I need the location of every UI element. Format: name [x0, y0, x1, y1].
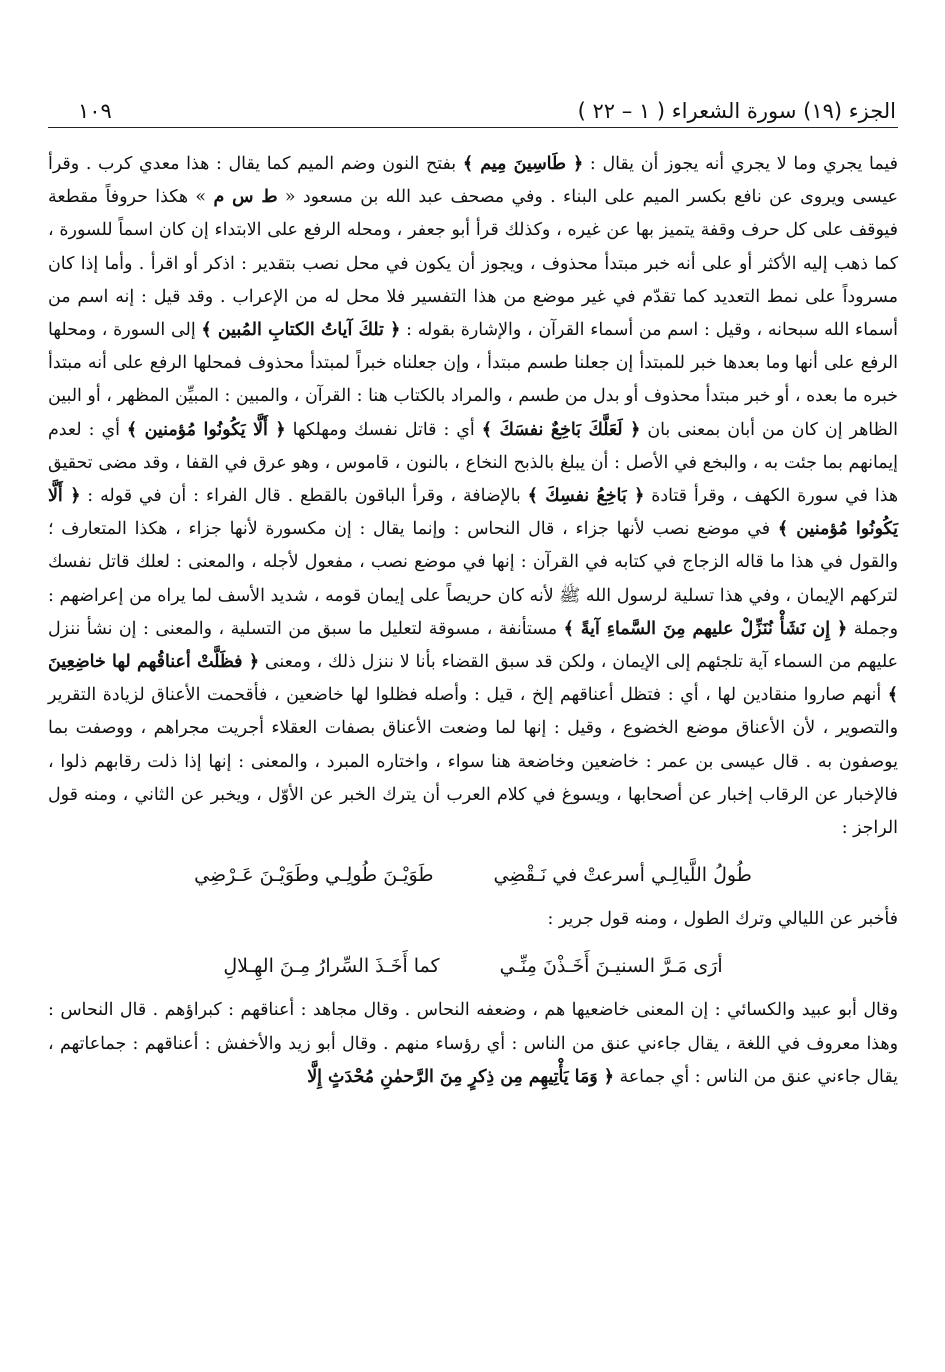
text-segment: أي : قاتل نفسك ومهلكها: [285, 419, 482, 440]
commentary-paragraph-2: [48, 994, 898, 1094]
page-header: [48, 88, 898, 128]
text-segment: أي : لعدم إيمانهم بما جئت به ، والبخع في الأصل : أن يبلغ بالذبح النخاع ، بالنون ، قاموس ، وهو عرق في القفا ، وقد مضى تحقيق هذا في سورة الكهف ، وقرأ قتادة: [48, 419, 899, 507]
text-segment: أنهم صاروا منقادين لها ، أي : فتظل أعناقهم إلخ ، قيل : وأصله فظلوا لها خاضعين ، فأقحمت الأعناق لزيادة التقرير والتصوير ، لأن الأعناق موضع الخضوع ، وقيل : إنها لما وضعت الأعناق بصفات العقلاء أجريت مجراهم ، ووصفت بما يوصفون به . قال عيسى بن عمر : خاضعين وخاضعة هنا سواء ، واختاره المبرد ، والمعنى : إنها إذا ذلت رقابهم ذلوا ، فالإخبار عن الرقاب إخبار عن أصحابها ، ويسوغ في كلام العرب أن يترك الخبر عن الأوّل ، ويخبر عن الثاني ، ومنه قول الراجز :: [48, 685, 898, 839]
running-title: الجزء (١٩) سورة الشعراء ( ١ – ٢٢ ): [577, 99, 896, 123]
quran-quote: ﴿ طَاسِينَ مِيم ﴾: [462, 154, 584, 174]
quran-quote: ﴿ إِن نَشَأْ نُنَزِّلْ عليهم مِنَ السَّماءِ آيةً ﴾: [563, 618, 848, 639]
verse-hemistich-right: طُولُ اللَّيالِـي أسرعتْ في نَـقْضِي: [493, 864, 752, 887]
verse-hemistich-left: كما أَخَـذَ السِّرارُ مِـنَ الهِـلالِ: [223, 955, 440, 978]
quran-quote: ﴿ تلكَ آياتُ الكتابِ المُبين ﴾: [201, 320, 401, 341]
quran-quote: ﴿ أَلَّا يَكُونُوا مُؤمنين ﴾: [126, 419, 286, 440]
text-segment: فيما يجري وما لا يجري أنه يجوز أن يقال :: [583, 154, 898, 174]
verse-hemistich-right: أرَى مَـرَّ السنيـنَ أَخَـذْنَ مِنِّـي: [499, 955, 723, 978]
text-segment: بفتح النون وضم الميم كما يقال : هذا معدي كرب . وقرأ عيسى ويروى عن نافع بكسر الميم على البناء . وفي مصحف عبد الله بن مسعود «: [48, 154, 898, 208]
poetry-verse-2: [48, 946, 898, 986]
verse-intro-line: [48, 903, 898, 936]
poetry-verse-1: [48, 855, 898, 895]
text-segment: إلى السورة ، ومحلها الرفع على أنها وما بعدها خبر للمبتدأ إن جعلنا طسم مبتدأ ، وإن جعلناه خبراً لمبتدأ محذوف فمحلها الرفع على أنه مبتدأ خبره ما بعده ، أو خبر مبتدأ محذوف أو بدل من طسم ، والمراد بالكتاب هنا : القرآن ، والمبين : المبيِّن المظهر ، أو البين الظاهر إن كان من أبان بمعنى بان: [48, 320, 899, 440]
page-body: [48, 148, 898, 1094]
text-segment: في موضع نصب لأنها جزاء ، قال النحاس : وإنما يقال : إن مكسورة لأنها جزاء ، هكذا المتعارف ؛ والقول في هذا ما قاله الزجاج في كتابه في القرآن : إنها في موضع نصب ، مفعول لأجله ، والمعنى : لعلك قاتل نفسك لتركهم الإيمان ، وفي هذا تسلية لرسول الله ﷺ لأنه كان حريصاً على إيمان قومه ، شديد الأسف لما يراه من إعراضهم : وجملة: [48, 519, 898, 639]
quran-quote: ﴿ لَعَلَّكَ بَاخِعٌ نفسَكَ ﴾: [481, 419, 641, 440]
commentary-paragraph-1: [48, 148, 898, 845]
text-segment: » هكذا حروفاً مقطعة فيوقف على كل حرف وقفة يتميز بها عن غيره ، وكذلك قرأ أبو جعفر ، ومحله الرفع على الابتداء إن كان اسماً للسورة ، كما ذهب إليه الأكثر أو على أنه خبر مبتدأ محذوف ، ويجوز أن يكون في محل نصب بتقدير : اذكر أو اقرأ . وأما إذا كان مسروداً على نمط التعديد كما تقدّم في غير موضع من هذا التفسير فلا محل له من الإعراب . وقد قيل : إنه اسم من أسماء الله سبحانه ، وقيل : اسم من أسماء القرآن ، والإشارة بقوله :: [48, 187, 898, 341]
quran-quote: ﴿ بَاخِعُ نفسِكَ ﴾: [527, 486, 645, 507]
text-segment: فأخبر عن الليالي وترك الطول ، ومنه قول جرير :: [547, 909, 898, 930]
quran-quote: ﴿ وَمَا يَأْتِيهِم مِن ذِكرٍ مِنَ الرَّحمٰنِ مُحْدَثٍ إِلَّا: [307, 1066, 614, 1087]
text-segment: وقال أبو عبيد والكسائي : إن المعنى خاضعيها هم ، وضعفه النحاس . وقال مجاهد : أعناقهم : كبراؤهم . قال النحاس : وهذا معروف في اللغة ، يقال جاءني عنق من الناس : أي رؤساء منهم . وقال أبو زيد والأخفش : أعناقهم : جماعاتهم ، يقال جاءني عنق من الناس : أي جماعة: [48, 1000, 898, 1087]
quran-quote: ﴿ أَلَّا يَكُونُوا مُؤمنين ﴾: [48, 486, 899, 540]
text-segment: مستأنفة ، مسوقة لتعليل ما سبق من التسلية ، والمعنى : إن نشأ ننزل عليهم من السماء آية تلجئهم إلى الإيمان ، ولكن قد سبق القضاء بأنا لا ننزل ذلك ، ومعنى: [48, 618, 898, 673]
quran-quote: ﴿ فظَلَّتْ أعناقُهم لها خاضِعِينَ ﴾: [48, 652, 898, 706]
text-segment: بالإضافة ، وقرأ الباقون بالقطع . قال الفراء : أن في قوله :: [80, 486, 528, 507]
book-page: [48, 88, 898, 1348]
quran-quote: ط س م: [213, 187, 278, 208]
page-number: ١٠٩: [78, 99, 112, 123]
verse-hemistich-left: طَوَيْـنَ طُولِـي وطَوَيْـنَ عَـرْضِي: [194, 864, 434, 887]
